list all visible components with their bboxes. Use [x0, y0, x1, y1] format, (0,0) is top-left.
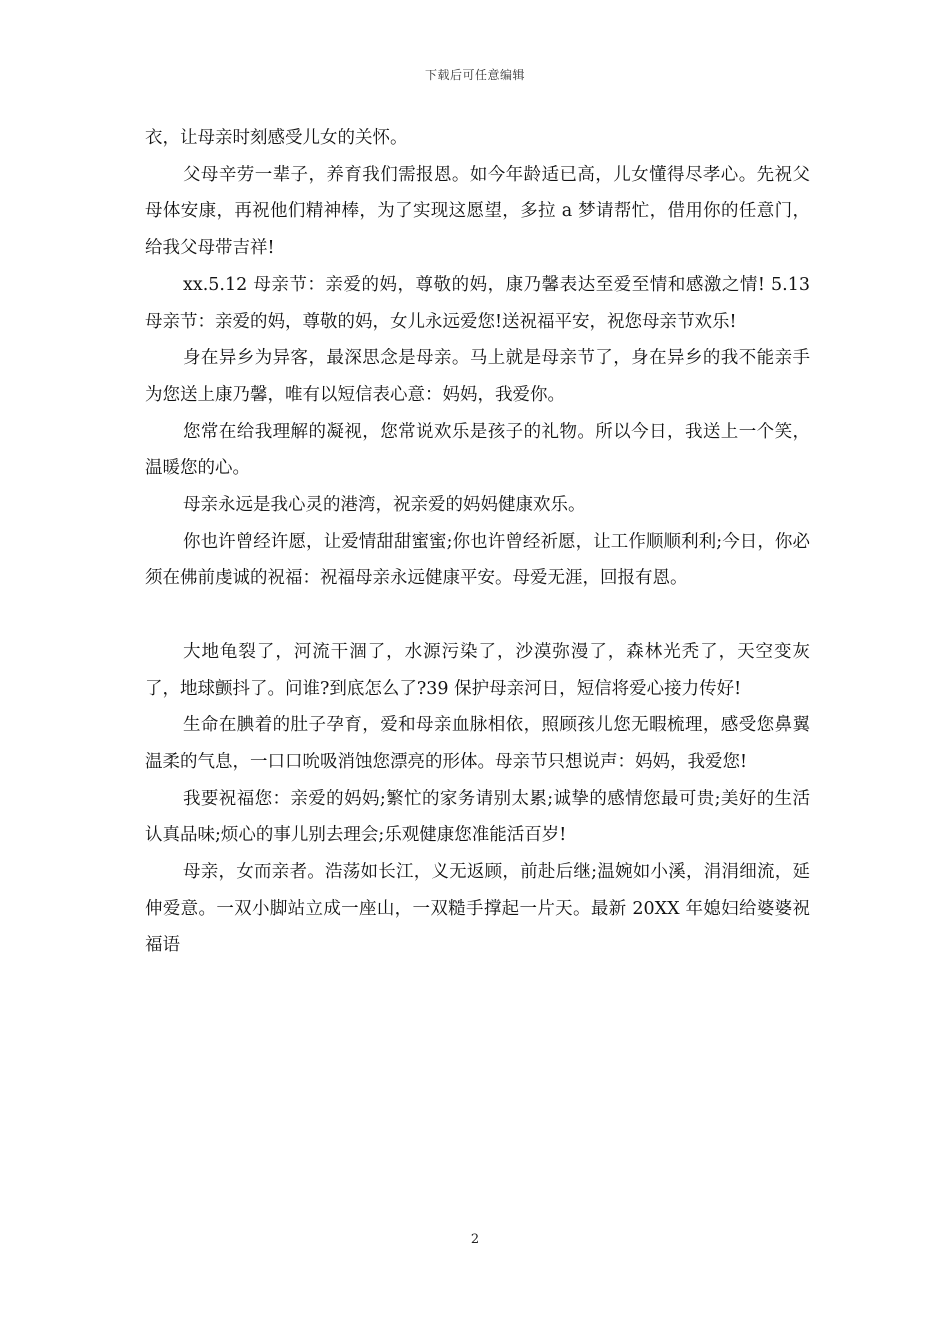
paragraph: 我要祝福您：亲爱的妈妈;繁忙的家务请别太累;诚挚的感情您最可贵;美好的生活认真品味;烦心的事儿别去理会;乐观健康您准能活百岁!	[145, 788, 810, 846]
paragraph-continuation: 衣，让母亲时刻感受儿女的关怀。	[145, 128, 408, 148]
paragraph: 你也许曾经许愿，让爱情甜甜蜜蜜;你也许曾经祈愿，让工作顺顺利利;今日，你必须在佛前虔诚的祝福：祝福母亲永远健康平安。母爱无涯，回报有恩。	[145, 531, 810, 589]
page-header: 下载后可任意编辑	[424, 68, 525, 82]
paragraph-gap	[145, 597, 810, 634]
paragraph: xx.5.12 母亲节：亲爱的妈，尊敬的妈，康乃馨表达至爱至情和感激之情! 5.13 母亲节：亲爱的妈，尊敬的妈，女儿永远爱您!送祝福平安，祝您母亲节欢乐!	[145, 274, 810, 332]
paragraph: 母亲，女而亲者。浩荡如长江，义无返顾，前赴后继;温婉如小溪，涓涓细流，延伸爱意。一双小脚站立成一座山，一双糙手撑起一片天。最新 20XX 年媳妇给婆婆祝福语	[145, 862, 810, 956]
page-number: 2	[470, 1232, 480, 1247]
paragraph: 生命在腆着的肚子孕育，爱和母亲血脉相依，照顾孩儿您无暇梳理，感受您鼻翼温柔的气息，一口口吮吸消蚀您漂亮的形体。母亲节只想说声：妈妈，我爱您!	[145, 715, 810, 772]
paragraph: 父母辛劳一辈子，养育我们需报恩。如今年龄适已高，儿女懂得尽孝心。先祝父母体安康，再祝他们精神棒，为了实现这愿望，多拉 a 梦请帮忙，借用你的任意门，给我父母带吉祥!	[145, 164, 810, 259]
paragraph: 您常在给我理解的凝视，您常说欢乐是孩子的礼物。所以今日，我送上一个笑，温暖您的心。	[145, 421, 810, 479]
paragraph: 身在异乡为异客，最深思念是母亲。马上就是母亲节了，身在异乡的我不能亲手为您送上康乃馨，唯有以短信表心意：妈妈，我爱你。	[145, 348, 810, 405]
paragraph: 母亲永远是我心灵的港湾，祝亲爱的妈妈健康欢乐。	[183, 495, 586, 516]
paragraph: 大地龟裂了，河流干涸了，水源污染了，沙漠弥漫了，森林光秃了，天空变灰了，地球颤抖了。问谁?到底怎么了?39 保护母亲河日，短信将爱心接力传好!	[145, 641, 810, 699]
document-body	[145, 120, 810, 964]
